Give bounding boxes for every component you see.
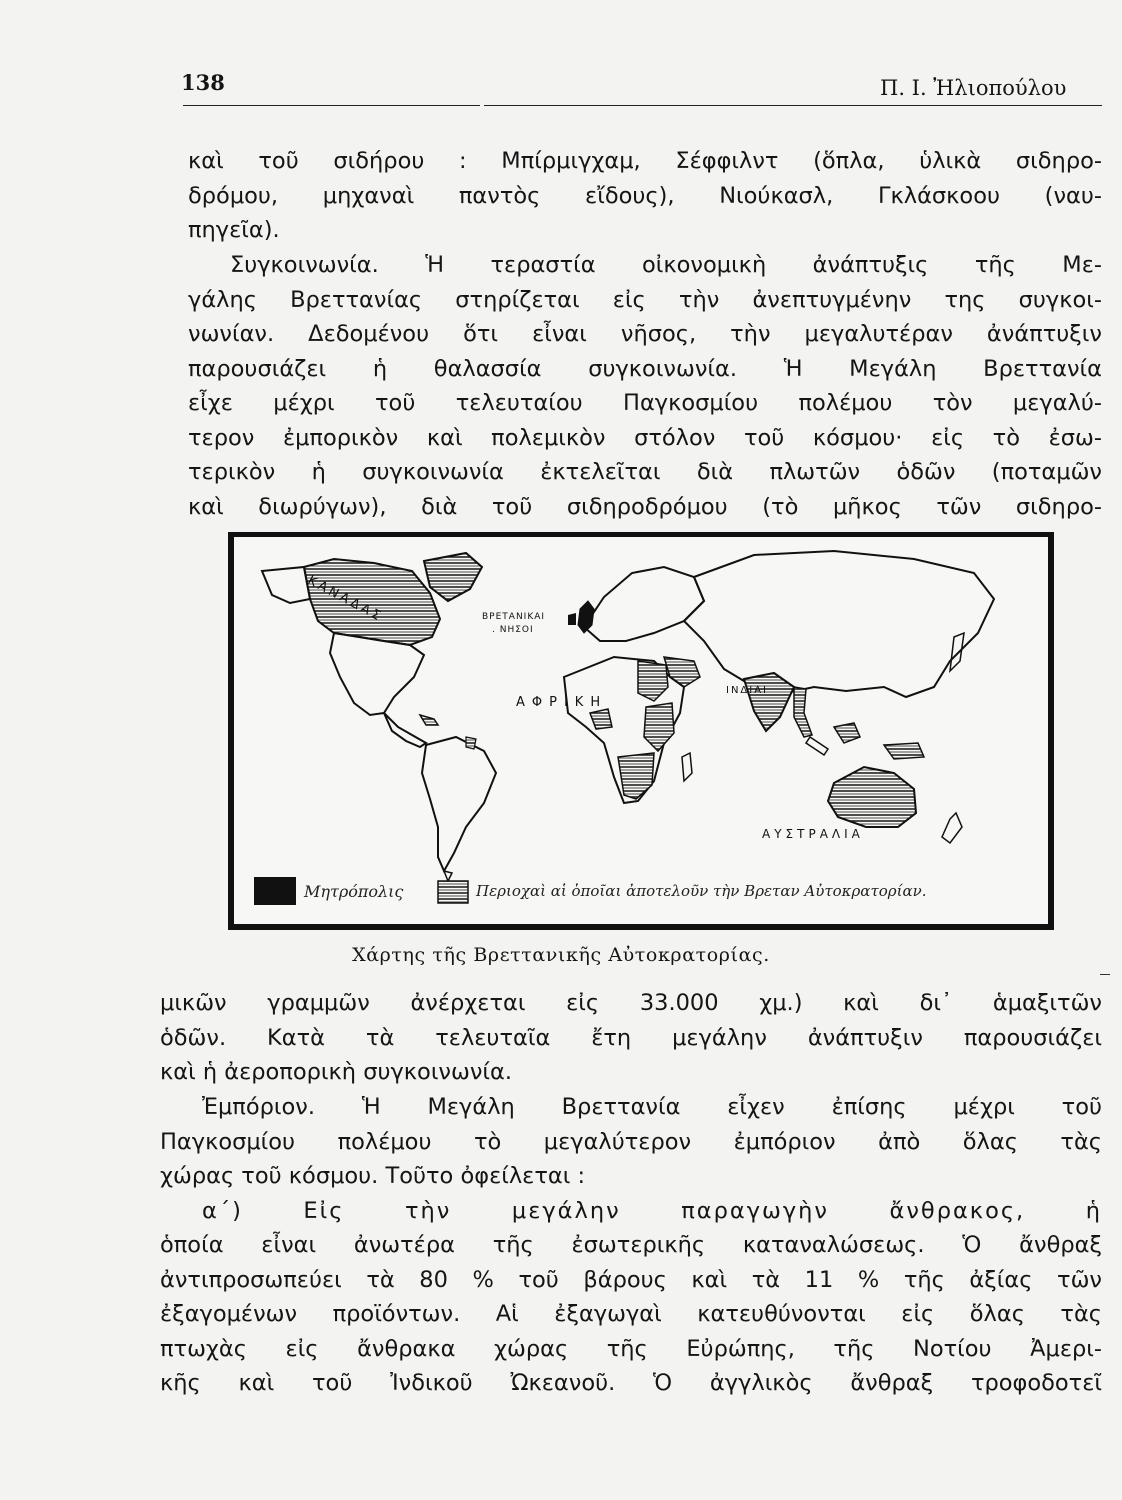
paragraph-transport xyxy=(160,248,1102,524)
text-line: εἶχε μέχρι τοῦ τελευταίου Παγκοσμίου πολέμου τὸν μεγαλύ- xyxy=(188,390,1102,416)
east-africa-territory xyxy=(644,703,674,751)
nigeria-territory xyxy=(590,709,612,729)
map-label-india: ΙΝΔΙΑΙ xyxy=(726,685,769,696)
text-line: πηγεῖα). xyxy=(188,217,280,243)
map-label-british-isles-2: . ΝΗΣΟΙ xyxy=(492,625,534,635)
paragraph-industry xyxy=(160,144,1102,248)
text-line: ἐξαγομένων προϊόντων. Αἱ ἐξαγωγαὶ κατευθύνονται εἰς ὅλας τὰς xyxy=(160,1301,1102,1327)
legend-label-metropolis: Μητρόπολις xyxy=(304,882,404,901)
text-line: νωνίαν. Δεδομένου ὅτι εἶναι νῆσος, τὴν μεγαλυτέραν ἀνάπτυξιν xyxy=(188,321,1102,347)
world-map-figure xyxy=(228,532,1054,930)
guiana-territory xyxy=(466,737,476,749)
text-line: κῆς καὶ τοῦ Ἰνδικοῦ Ὠκεανοῦ. Ὁ ἀγγλικὸς ἄνθραξ τροφοδοτεῖ xyxy=(160,1370,1102,1396)
edge-mark xyxy=(1100,974,1110,975)
text-line: ὁδῶν. Κατὰ τὰ τελευταῖα ἔτη μεγάλην ἀνάπτυξιν παρουσιάζει xyxy=(160,1024,1102,1051)
map-label-british-isles: ΒΡΕΤΑΝΙΚΑΙ xyxy=(482,612,546,622)
text-line: Ἐμπόριον. Ἡ Μεγάλη Βρεττανία εἶχεν ἐπίσης μέχρι τοῦ xyxy=(202,1094,1102,1120)
sumatra xyxy=(806,737,828,755)
british-isles-metropolis xyxy=(578,601,594,633)
australia-territory xyxy=(828,767,916,827)
asia-landmass xyxy=(684,551,994,697)
text-line: α΄) Εἰς τὴν μεγάλην παραγωγὴν ἄνθρακος, ἡ xyxy=(202,1197,1102,1224)
burma-territory xyxy=(794,687,812,737)
text-line: δρόμου, μηχαναὶ παντὸς εἴδους), Νιούκασλ, Γκλάσκοου (ναυ- xyxy=(188,182,1102,209)
text-line: πτωχὰς εἰς ἄνθρακα χώρας τῆς Εὐρώπης, τῆς Νοτίου Ἀμερι- xyxy=(160,1335,1102,1362)
india-territory xyxy=(744,673,794,731)
text-line: Παγκοσμίου πολέμου τὸ μεγαλύτερον ἐμπόριον ἀπὸ ὅλας τὰς xyxy=(160,1128,1102,1155)
text-line: παρουσιάζει ἡ θαλασσία συγκοινωνία. Ἡ Μεγάλη Βρεττανία xyxy=(188,355,1102,382)
new-guinea-territory xyxy=(884,743,924,759)
text-line: μικῶν γραμμῶν ἀνέρχεται εἰς 33.000 χμ.) καὶ δι᾽ ἁμαξιτῶν xyxy=(160,990,1102,1016)
text-line: καὶ τοῦ σιδήρου : Μπίρμιγχαμ, Σέφφιλντ (ὅπλα, ὑλικὰ σιδηρο- xyxy=(188,148,1102,174)
borneo-territory xyxy=(834,723,860,743)
greenland-landmass xyxy=(424,553,482,601)
europe-landmass xyxy=(584,567,704,641)
south-africa-territory xyxy=(618,753,654,799)
text-line: τερον ἐμπορικὸν καὶ πολεμικὸν στόλον τοῦ κόσμου· εἰς τὸ ἐσω- xyxy=(188,424,1102,451)
alaska-landmass xyxy=(262,567,310,603)
legend-swatch-territories xyxy=(438,881,468,903)
legend-label-territories: Περιοχαὶ αἱ ὁποῖαι ἀποτελοῦν τὴν Βρεταν Αὐτοκρατορίαν. xyxy=(476,882,927,900)
new-zealand xyxy=(942,813,962,843)
text-line: ἀντιπροσωπεύει τὰ 80 % τοῦ βάρους καὶ τὰ 11 % τῆς ἀξίας τῶν xyxy=(160,1266,1102,1293)
map-label-canada: ΚΑΝΑΔΑΣ xyxy=(304,573,386,626)
paragraph-transport-continued xyxy=(160,986,1102,1090)
tierra-del-fuego xyxy=(444,871,452,881)
text-line: καὶ ἡ ἀεροπορικὴ συγκοινωνία. xyxy=(160,1059,513,1085)
text-line: καὶ διωρύγων), διὰ τοῦ σιδηροδρόμου (τὸ μῆκος τῶν σιδηρο- xyxy=(188,493,1102,520)
map-label-australia: ΑΥΣΤΡΑΛΙΑ xyxy=(762,827,864,841)
central-america xyxy=(384,713,426,747)
page-number: 138 xyxy=(181,70,225,95)
text-line: ὁποία εἶναι ἀνωτέρα τῆς ἐσωτερικῆς καταναλώσεως. Ὁ ἄνθραξ xyxy=(160,1232,1102,1258)
sudan-territory xyxy=(638,661,668,701)
canada-territory xyxy=(304,559,440,645)
north-america-south xyxy=(330,633,424,715)
japan xyxy=(950,633,964,671)
header-rule-left xyxy=(183,105,480,106)
map-label-africa: ΑΦΡΙΚΗ xyxy=(516,695,608,710)
text-line: Συγκοινωνία. Ἡ τεραστία οἰκονομικὴ ἀνάπτυξις τῆς Με- xyxy=(230,252,1102,278)
running-head: Π. Ι. Ἠλιοπούλου xyxy=(880,76,1067,100)
madagascar xyxy=(682,753,692,781)
header-rule-right xyxy=(484,105,1102,106)
legend-swatch-metropolis xyxy=(254,877,296,905)
south-america xyxy=(422,737,496,871)
paragraph-trade xyxy=(160,1090,1102,1401)
world-map-drawing xyxy=(234,537,1048,925)
text-line: τερικὸν ἡ συγκοινωνία ἐκτελεῖται διὰ πλωτῶν ὁδῶν (ποταμῶν xyxy=(188,459,1102,485)
text-line: γάλης Βρεττανίας στηρίζεται εἰς τὴν ἀνεπτυγμένην της συγκοι- xyxy=(188,286,1102,313)
text-line: χώρας τοῦ κόσμου. Τοῦτο ὀφείλεται : xyxy=(160,1163,586,1189)
ireland xyxy=(568,613,576,625)
caribbean-territory xyxy=(420,715,438,725)
middle-east-territory xyxy=(664,657,700,687)
figure-caption: Χάρτης τῆς Βρεττανικῆς Αὐτοκρατορίας. xyxy=(352,944,770,966)
